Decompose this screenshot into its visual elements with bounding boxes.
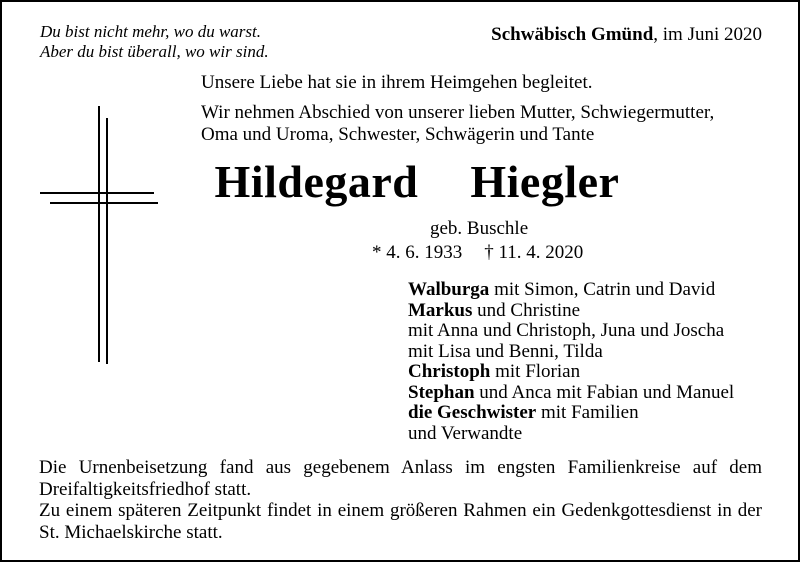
farewell-text bbox=[201, 102, 714, 146]
mourner-name: Markus bbox=[408, 299, 473, 321]
mourner-name: Christoph bbox=[408, 361, 491, 382]
mourner-detail: und Christine bbox=[472, 299, 581, 321]
mourner-detail: mit Florian bbox=[490, 361, 581, 382]
mourner-line bbox=[408, 424, 734, 445]
closing-paragraph-1: Die Urnenbeisetzung fand aus gegebenem Anlass im engsten Familienkreise auf dem Dreifaltigkeitsfriedhof statt. bbox=[39, 457, 762, 500]
mourner-name: Walburga bbox=[408, 279, 490, 300]
dateline-date: , im Juni 2020 bbox=[653, 24, 762, 45]
mourner-line bbox=[408, 383, 734, 404]
intro-text: Unsere Liebe hat sie in ihrem Heimgehen begleitet. bbox=[201, 72, 593, 93]
life-dates bbox=[372, 242, 583, 264]
mourner-line bbox=[408, 321, 734, 342]
death-date: † 11. 4. 2020 bbox=[484, 242, 584, 263]
maiden-name: geb. Buschle bbox=[430, 218, 529, 239]
cross-icon bbox=[40, 106, 160, 366]
farewell-line-1: Wir nehmen Abschied von unserer lieben Mutter, Schwiegermutter, bbox=[201, 102, 715, 123]
birth-date: * 4. 6. 1933 bbox=[372, 242, 463, 263]
motto-line-1: Du bist nicht mehr, wo du warst. bbox=[40, 22, 262, 41]
mourner-line bbox=[408, 403, 734, 424]
dateline-place: Schwäbisch Gmünd bbox=[491, 24, 654, 45]
deceased-name: Hildegard Hiegler bbox=[214, 156, 620, 207]
mourner-name: Stephan bbox=[408, 381, 475, 403]
mourner-line bbox=[408, 301, 734, 322]
motto-line-2: Aber du bist überall, wo wir sind. bbox=[40, 42, 269, 61]
mourner-name: die Geschwister bbox=[408, 402, 537, 423]
mourner-line bbox=[408, 362, 734, 383]
farewell-line-2: Oma und Uroma, Schwester, Schwägerin und Tante bbox=[201, 124, 595, 145]
mourner-detail: mit Familien bbox=[536, 402, 639, 423]
mourner-detail: mit Anna und Christoph, Juna und Joscha bbox=[408, 320, 725, 341]
closing-text bbox=[39, 457, 762, 543]
dateline bbox=[491, 24, 762, 46]
closing-paragraph-2: Zu einem späteren Zeitpunkt findet in einem größeren Rahmen ein Gedenkgottesdienst in der St. Michaelskirche statt. bbox=[39, 500, 762, 543]
mourner-detail: mit Lisa und Benni, Tilda bbox=[408, 340, 603, 362]
mourner-detail: und Verwandte bbox=[408, 422, 523, 444]
mourners-list bbox=[408, 280, 734, 444]
mourner-detail: und Anca mit Fabian und Manuel bbox=[474, 381, 735, 403]
mourner-detail: mit Simon, Catrin und David bbox=[489, 279, 716, 300]
motto bbox=[40, 22, 269, 62]
mourner-line bbox=[408, 280, 734, 301]
mourner-line bbox=[408, 342, 734, 363]
